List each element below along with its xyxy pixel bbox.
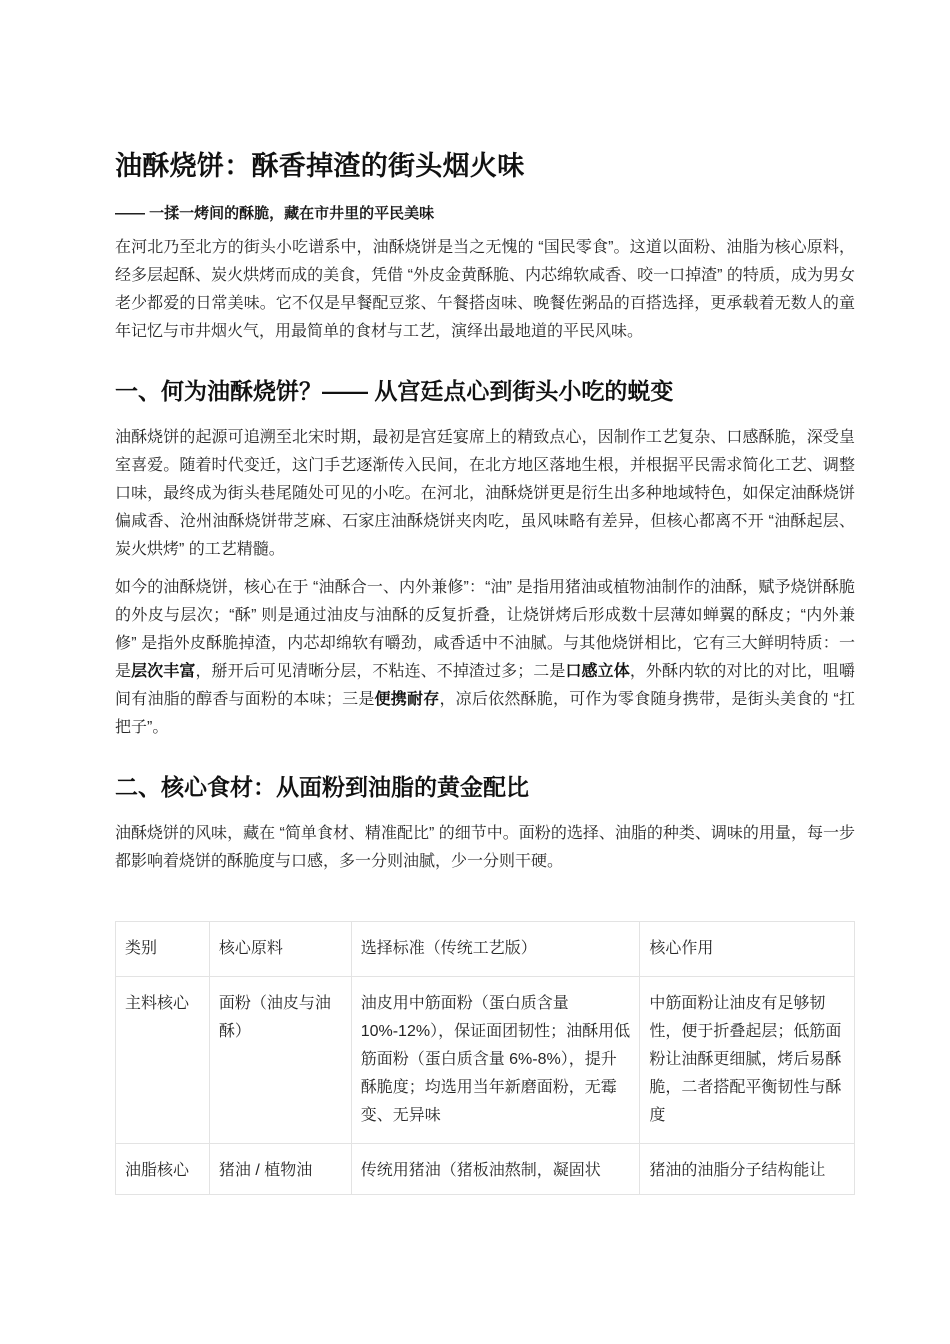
table-cell-role: 猪油的油脂分子结构能让 bbox=[640, 1144, 855, 1195]
para-text: 如今的油酥烧饼，核心在于 “油酥合一、内外兼修”：“油” 是指用猪油或植物油制作的油酥，赋予烧饼酥脆的外皮与层次；“酥” 则是通过油皮与油酥的反复折叠，让烧饼烤后形成数十层薄如蝉翼的酥皮；“内外兼修” 是指外皮酥脆掉渣，内芯却绵软有嚼劲，咸香适中不油腻。与其他烧饼相比，它有三大鲜明特质：一是 bbox=[115, 579, 855, 680]
document-page bbox=[115, 148, 855, 1195]
section-1-heading: 一、何为油酥烧饼？—— 从宫廷点心到街头小吃的蜕变 bbox=[115, 378, 674, 404]
para-text: ，凉后依然酥脆，可作为零食随身携带，是街头美食的 “扛把子”。 bbox=[115, 691, 855, 736]
page-title: 油酥烧饼：酥香掉渣的街头烟火味 bbox=[115, 151, 525, 181]
highlight-portable: 便携耐存 bbox=[374, 691, 440, 708]
table-cell-role: 中筋面粉让油皮有足够韧性，便于折叠起层；低筋面粉让油酥更细腻，烤后易酥脆，二者搭配平衡韧性与酥度 bbox=[640, 977, 855, 1144]
section-1-paragraph-2 bbox=[115, 574, 855, 742]
table-header-category: 类别 bbox=[116, 922, 210, 977]
table-cell-category: 主料核心 bbox=[116, 977, 210, 1144]
table-cell-material: 面粉（油皮与油酥） bbox=[209, 977, 351, 1144]
section-1-paragraph-1: 油酥烧饼的起源可追溯至北宋时期，最初是宫廷宴席上的精致点心，因制作工艺复杂、口感酥脆，深受皇室喜爱。随着时代变迁，这门手艺逐渐传入民间，在北方地区落地生根，并根据平民需求简化工艺、调整口味，最终成为街头巷尾随处可见的小吃。在河北，油酥烧饼更是衍生出多种地域特色，如保定油酥烧饼偏咸香、沧州油酥烧饼带芝麻、石家庄油酥烧饼夹肉吃，虽风味略有差异，但核心都离不开 “油酥起层、炭火烘烤” 的工艺精髓。 bbox=[115, 429, 855, 558]
table-header-material: 核心原料 bbox=[209, 922, 351, 977]
table-header-role: 核心作用 bbox=[640, 922, 855, 977]
table-cell-standard: 油皮用中筋面粉（蛋白质含量 10%-12%），保证面团韧性；油酥用低筋面粉（蛋白质含量 6%-8%），提升酥脆度；均选用当年新磨面粉，无霉变、无异味 bbox=[351, 977, 640, 1144]
table-header-standard: 选择标准（传统工艺版） bbox=[351, 922, 640, 977]
page-subtitle: —— 一揉一烤间的酥脆，藏在市井里的平民美味 bbox=[115, 205, 435, 222]
table-cell-category: 油脂核心 bbox=[116, 1144, 210, 1195]
table-row bbox=[116, 1144, 855, 1195]
section-2-paragraph-1: 油酥烧饼的风味，藏在 “简单食材、精准配比” 的细节中。面粉的选择、油脂的种类、调味的用量，每一步都影响着烧饼的酥脆度与口感，多一分则油腻，少一分则干硬。 bbox=[115, 825, 855, 870]
table-header-row bbox=[116, 922, 855, 977]
table-cell-material: 猪油 / 植物油 bbox=[209, 1144, 351, 1195]
table-cell-standard: 传统用猪油（猪板油熬制，凝固状 bbox=[351, 1144, 640, 1195]
highlight-layers: 层次丰富 bbox=[131, 663, 196, 680]
highlight-texture: 口感立体 bbox=[565, 663, 630, 680]
ingredients-table bbox=[115, 921, 855, 1195]
para-text: ，外酥内软的对比的对比，咀嚼间有油脂的醇香与面粉的本味；三是 bbox=[115, 663, 855, 708]
table-row bbox=[116, 977, 855, 1144]
intro-paragraph: 在河北乃至北方的街头小吃谱系中，油酥烧饼是当之无愧的 “国民零食”。这道以面粉、油脂为核心原料，经多层起酥、炭火烘烤而成的美食，凭借 “外皮金黄酥脆、内芯绵软咸香、咬一口掉渣” 的特质，成为男女老少都爱的日常美味。它不仅是早餐配豆浆、午餐搭卤味、晚餐佐粥品的百搭选择，更承载着无数人的童年记忆与市井烟火气，用最简单的食材与工艺，演绎出最地道的平民风味。 bbox=[115, 239, 855, 340]
section-2-heading: 二、核心食材：从面粉到油脂的黄金配比 bbox=[115, 774, 529, 800]
para-text: ，掰开后可见清晰分层，不粘连、不掉渣过多；二是 bbox=[195, 663, 566, 680]
